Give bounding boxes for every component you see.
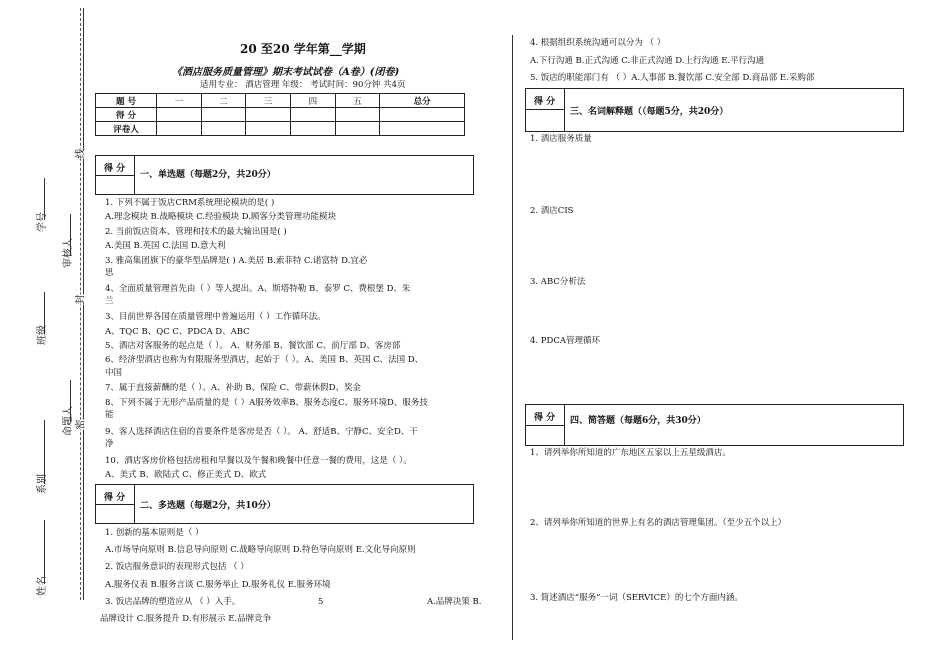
section4-title: 四、简答题（每题6分，共30分）: [570, 416, 706, 426]
department-blank[interactable]: [44, 420, 45, 484]
single-choice-line: 3. 雅高集团旗下的豪华型品牌是( ) A.美居 B.索菲特 C.诺富特 D.宜必: [105, 256, 368, 266]
section4-header-box: [525, 404, 904, 446]
score-row: [96, 108, 465, 122]
score-header-cell: 二: [201, 94, 246, 108]
seal-char-secret: 密: [72, 420, 87, 430]
name-label: 姓名: [37, 576, 48, 596]
multi-choice-line: 1. 创新的基本原则是（ ）: [105, 528, 204, 538]
short-answer-question: 1、请列举你所知道的广东地区五家以上五星级酒店。: [530, 448, 731, 458]
student-id-label: 学号: [37, 212, 48, 232]
section2-score-label: 得 分: [104, 493, 126, 503]
single-choice-line: 兰: [105, 296, 114, 306]
section4-score-label: 得 分: [534, 413, 556, 423]
term-question: 3. ABC分析法: [530, 277, 586, 287]
single-choice-line: 1. 下列不属于饭店CRM系统理论模块的是( ): [105, 198, 275, 208]
short-answer-question: 3. 简述酒店“服务”一词（SERVICE）的七个方面内涵。: [530, 593, 743, 603]
score-table: [95, 93, 465, 136]
score-row-label: 得 分: [96, 108, 157, 122]
student-id-blank[interactable]: [44, 178, 45, 220]
reviewer-label: 审核人: [63, 238, 74, 268]
single-choice-line: 净: [105, 439, 114, 449]
single-choice-line: 8、下列不属于无形产品质量的是（ ）A服务效率B、服务态度C、服务环境D、服务技: [105, 398, 428, 408]
department-label: 系别: [37, 474, 48, 494]
grader-cell[interactable]: [157, 122, 202, 136]
score-cell[interactable]: [335, 108, 380, 122]
grader-cell[interactable]: [291, 122, 336, 136]
author-label: 命题人: [63, 406, 74, 436]
single-choice-line: 7、属于直接薪酬的是（ ）。A、补助 B、保险 C、带薪休假D、奖金: [105, 383, 361, 393]
academic-year-line: 20 至20 学年第__学期: [240, 42, 366, 56]
grader-cell[interactable]: [246, 122, 291, 136]
seal-char-seal: 封: [72, 295, 87, 305]
grader-cell[interactable]: [201, 122, 246, 136]
section1-score-label: 得 分: [104, 164, 126, 174]
score-table-header: [96, 94, 465, 108]
reviewer-blank[interactable]: [70, 214, 71, 256]
name-blank[interactable]: [44, 520, 45, 584]
single-choice-line: 4、全面质量管理首先由（ ）等人提出。A、斯塔特勒 B、泰罗 C、费根堡 D、朱: [105, 284, 411, 294]
exam-title: 《酒店服务质量管理》期末考试试卷（A卷）(闭卷): [172, 67, 400, 78]
grader-cell[interactable]: [335, 122, 380, 136]
class-blank[interactable]: [44, 292, 45, 334]
grader-cell[interactable]: [380, 122, 465, 136]
multi-choice-line: A.服务仪表 B.服务言谈 C.服务举止 D.服务礼仪 E.服务环境: [105, 580, 331, 590]
section3-header-box: [525, 88, 904, 132]
short-answer-question: 2、请列举你所知道的世界上有名的酒店管理集团。（至少五个以上）: [530, 518, 787, 528]
page-divider: [512, 35, 513, 640]
score-cell[interactable]: [291, 108, 336, 122]
section1-header-box: [95, 155, 474, 195]
section2-title: 二、多选题（每题2分，共10分）: [140, 501, 276, 511]
score-header-cell: 四: [291, 94, 336, 108]
author-blank[interactable]: [70, 380, 71, 422]
score-cell[interactable]: [246, 108, 291, 122]
grader-row-label: 评卷人: [96, 122, 157, 136]
multi-choice-line: 5. 饭店的职能部门有 （ ）A.人事部 B.餐饮部 C.安全部 D.商品部 E.采购部: [530, 73, 815, 83]
score-cell[interactable]: [201, 108, 246, 122]
single-choice-line: 思: [105, 268, 114, 278]
score-header-cell: 三: [246, 94, 291, 108]
term-question: 1. 酒店服务质量: [530, 134, 592, 144]
multi-choice-line: A.下行沟通 B.正式沟通 C.非正式沟通 D.上行沟通 E.平行沟通: [530, 56, 765, 66]
section1-title: 一、单选题（每题2分，共20分）: [140, 170, 276, 180]
single-choice-line: 2. 当前饭店资本、管理和技术的最大输出国是( ): [105, 227, 287, 237]
single-choice-line: A、美式 B、欧陆式 C、修正美式 D、欧式: [105, 470, 267, 480]
multi-choice-line-tail: A.品牌决策 B.: [427, 597, 482, 607]
multi-choice-line: 3. 饭店品牌的塑造应从 （ ）入手。: [105, 597, 241, 607]
grader-row: [96, 122, 465, 136]
single-choice-line: A、TQC B、QC C、PDCA D、ABC: [105, 327, 250, 337]
single-choice-line: 9、客人选择酒店住宿的首要条件是客房是否（ ）。 A、舒适B、宁静C、安全D、干: [105, 427, 418, 437]
section2-header-box: [95, 484, 474, 524]
section3-title: 三、名词解释题（（每题5分，共20分）: [570, 107, 729, 117]
single-choice-line: 10、酒店客房价格包括房租和早餐以及午餐和晚餐中任意一餐的费用，这是（ ）。: [105, 456, 412, 466]
multi-choice-line: 4. 根据组织系统沟通可以分为 （ ）: [530, 38, 666, 48]
page-number: 5: [318, 597, 324, 607]
single-choice-line: A.美国 B.英国 C.法国 D.意大利: [105, 241, 226, 251]
term-question: 2. 酒店CIS: [530, 206, 574, 216]
score-header-cell: 五: [335, 94, 380, 108]
multi-choice-line: 品牌设计 C.服务提升 D.有形展示 E.品牌竞争: [100, 614, 272, 624]
section3-score-label: 得 分: [534, 97, 556, 107]
single-choice-line: 中国: [105, 368, 123, 378]
term-question: 4. PDCA管理循环: [530, 336, 600, 346]
score-header-cell: 一: [157, 94, 202, 108]
single-choice-line: 3、目前世界各国在质量管理中普遍运用（ ）工作循环法。: [105, 312, 326, 322]
score-cell[interactable]: [157, 108, 202, 122]
score-header-cell: 题 号: [96, 94, 157, 108]
score-cell[interactable]: [380, 108, 465, 122]
single-choice-line: 5、酒店对客服务的起点是（ ）。 A、财务部 B、餐饮部 C、前厅部 D、客房部: [105, 341, 401, 351]
seal-char-line: 线: [72, 149, 87, 159]
score-header-cell: 总分: [380, 94, 465, 108]
multi-choice-line: 2. 饭店服务意识的表现形式包括 （ ）: [105, 562, 249, 572]
multi-choice-line: A.市场导向原则 B.信息导向原则 C.战略导向原则 D.特色导向原则 E.文化导向原则: [105, 545, 416, 555]
exam-info-line: 适用专业： 酒店管理 年级： 考试时间：90分钟 共4页: [200, 80, 406, 90]
class-label: 班级: [37, 325, 48, 345]
single-choice-line: 能: [105, 410, 114, 420]
single-choice-line: 6、经济型酒店也称为有限服务型酒店，起始于（ ）。A、美国 B、英国 C、法国 D、: [105, 355, 424, 365]
single-choice-line: A.理念模块 B.战略模块 C.经验模块 D.顾客分类管理功能模块: [105, 212, 337, 222]
